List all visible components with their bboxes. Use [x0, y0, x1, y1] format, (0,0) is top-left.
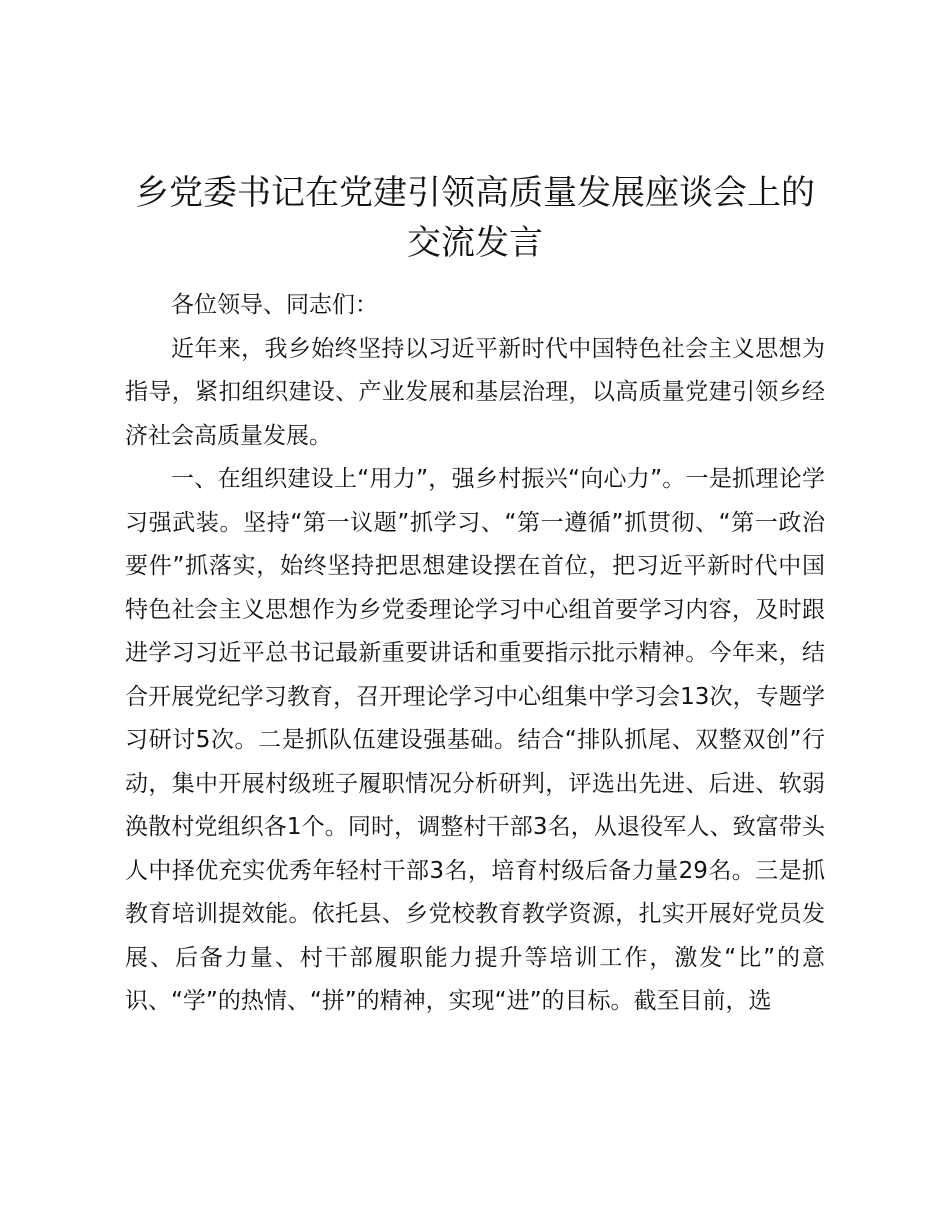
title-line-1: 乡党委书记在党建引领高质量发展座谈会上的: [135, 173, 815, 213]
document-title: [125, 168, 825, 268]
paragraph-section-1: 一、在组织建设上“用力”，强乡村振兴“向心力”。一是抓理论学习强武装。坚持“第一议题”抓学习、“第一遵循”抓贯彻、“第一政治要件”抓落实，始终坚持把思想建设摆在首位，把习近平新时代中国特色社会主义思想作为乡党委理论学习中心组首要学习内容，及时跟进学习习近平总书记最新重要讲话和重要指示批示精神。今年来，结合开展党纪学习教育，召开理论学习中心组集中学习会13次，专题学习研讨5次。二是抓队伍建设强基础。结合“排队抓尾、双整双创”行动，集中开展村级班子履职情况分析研判，评选出先进、后进、软弱涣散村党组织各1个。同时，调整村干部3名，从退役军人、致富带头人中择优充实优秀年轻村干部3名，培育村级后备力量29名。三是抓教育培训提效能。依托县、乡党校教育教学资源，扎实开展好党员发展、后备力量、村干部履职能力提升等培训工作，激发“比”的意识、“学”的热情、“拼”的精神，实现“进”的目标。截至目前，选: [125, 466, 825, 1014]
paragraph-intro: 近年来，我乡始终坚持以习近平新时代中国特色社会主义思想为指导，紧扣组织建设、产业发展和基层治理，以高质量党建引领乡经济社会高质量发展。: [125, 335, 825, 449]
title-line-2: 交流发言: [407, 223, 543, 263]
salutation: 各位领导、同志们：: [171, 292, 378, 318]
document-body: [125, 284, 825, 1024]
